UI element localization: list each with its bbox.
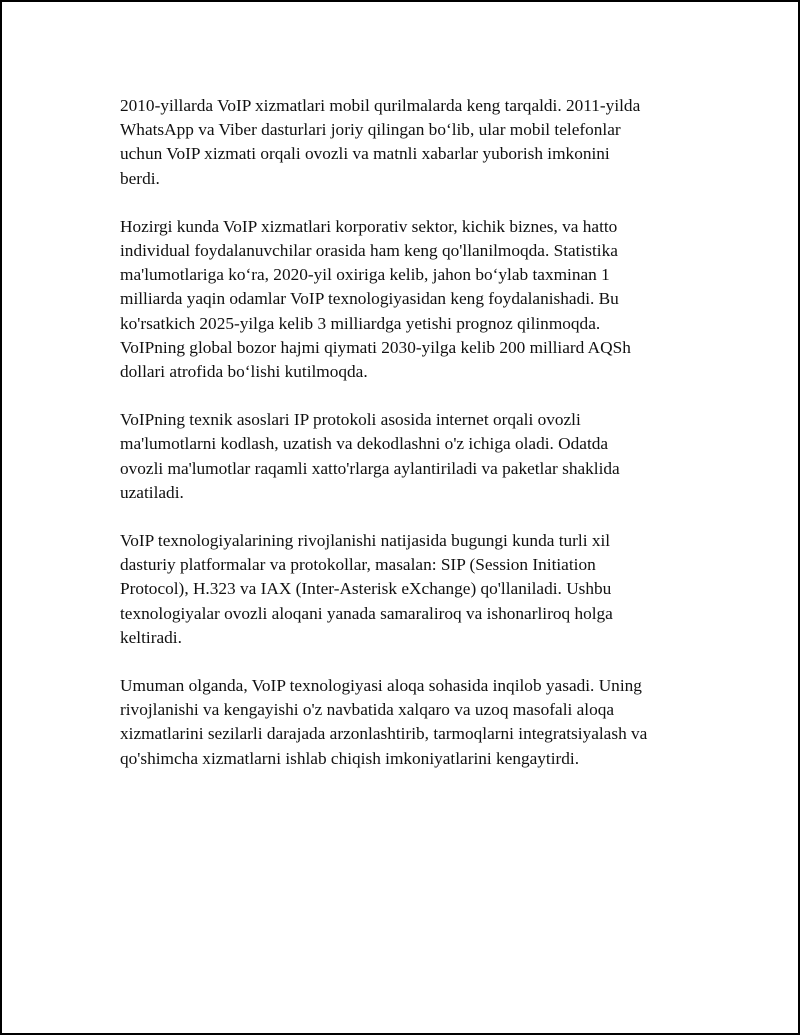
document-body — [120, 94, 690, 795]
paragraph-2: Hozirgi kunda VoIP xizmatlari korporativ sektor, kichik biznes, va hatto individual foydalanuvchilar orasida ham keng qo'llanilmoqda. Statistika ma'lumotlariga ko‘ra, 2020-yil oxiriga kelib, jahon bo‘ylab taxminan 1 milliarda yaqin odamlar VoIP texnologiyasidan keng foydalanishadi. Bu ko'rsatkich 2025-yilga kelib 3 milliardga yetishi prognoz qilinmoqda. VoIPning global bozor hajmi qiymati 2030-yilga kelib 200 milliard AQSh dollari atrofida bo‘lishi kutilmoqda. — [120, 216, 631, 382]
paragraph-3: VoIPning texnik asoslari IP protokoli asosida internet orqali ovozli ma'lumotlarni kodlash, uzatish va dekodlashni o'z ichiga oladi. Odatda ovozli ma'lumotlar raqamli xatto'rlarga aylantiriladi va paketlar shaklida uzatiladi. — [120, 410, 620, 502]
paragraph-1: 2010-yillarda VoIP xizmatlari mobil qurilmalarda keng tarqaldi. 2011-yilda WhatsApp va Viber dasturlari joriy qilingan bo‘lib, ular mobil telefonlar uchun VoIP xizmati orqali ovozli va matnli xabarlar yuborish imkonini berdi. — [120, 96, 641, 188]
paragraph-4: VoIP texnologiyalarining rivojlanishi natijasida bugungi kunda turli xil dasturiy platformalar va protokollar, masalan: SIP (Session Initiation Protocol), H.323 va IAX (Inter-Asterisk eXchange) qo'llaniladi. Ushbu texnologiyalar ovozli aloqani yanada samaraliroq va ishonarliroq holga keltiradi. — [120, 531, 613, 647]
paragraph-5: Umuman olganda, VoIP texnologiyasi aloqa sohasida inqilob yasadi. Uning rivojlanishi va kengayishi o'z navbatida xalqaro va uzoq masofali aloqa xizmatlarini sezilarli darajada arzonlashtirib, tarmoqlarni integratsiyalash va qo'shimcha xizmatlarni ishlab chiqish imkoniyatlarini kengaytirdi. — [120, 676, 648, 768]
